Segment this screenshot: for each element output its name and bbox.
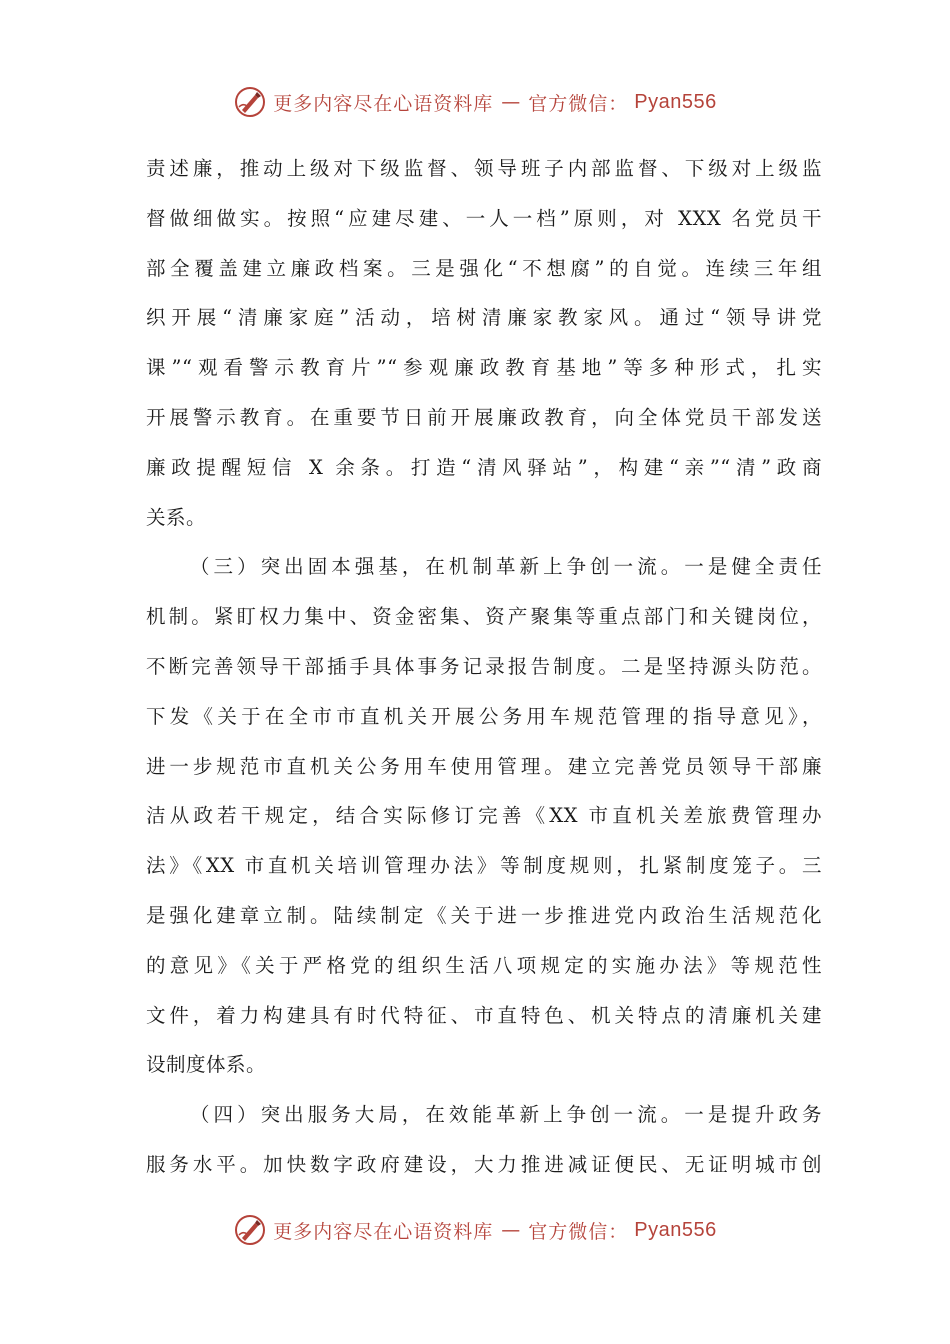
text-line: 进一步规范市直机关公务用车使用管理。建立完善党员领导干部廉 [146,754,822,778]
text-line: 的意见》《关于严格党的组织生活八项规定的实施办法》等规范性 [146,953,822,977]
text-line: 开展警示教育。在重要节日前开展廉政教育，向全体党员干部发送 [146,405,822,429]
footer-watermark [0,1208,950,1252]
text-line: 机制。紧盯权力集中、资金密集、资产聚集等重点部门和关键岗位， [146,605,822,629]
paragraph-heading-line: （三）突出固本强基，在机制革新上争创一流。一是健全责任 [190,555,822,579]
watermark-label: 官方微信： [528,92,629,115]
watermark-prefix: 更多内容尽在心语资料库 [273,92,494,115]
text-line: 责述廉，推动上级对下级监督、领导班子内部监督、下级对上级监 [146,157,822,180]
text-line: 关系。 [146,505,207,529]
pen-logo-icon [233,1213,267,1247]
text-line: 服务水平。加快数字政府建设，大力推进减证便民、无证明城市创 [146,1152,822,1176]
watermark-dash: — [501,91,521,113]
pen-logo-icon [233,85,267,119]
text-line: 课”“观看警示教育片”“参观廉政教育基地”等多种形式，扎实 [146,356,822,380]
text-line: 不断完善领导干部插手具体事务记录报告制度。二是坚持源头防范。 [146,654,822,678]
paragraph-heading-line: （四）突出服务大局，在效能革新上争创一流。一是提升政务 [190,1103,822,1127]
text-line: 督做细做实。按照“应建尽建、一人一档”原则，对 XXX 名党员干 [146,206,822,230]
text-line: 下发《关于在全市市直机关开展公务用车规范管理的指导意见》， [146,704,822,728]
text-line: 法》《XX 市直机关培训管理办法》等制度规则，扎紧制度笼子。三 [146,854,822,878]
text-line: 文件，着力构建具有时代特征、市直特色、机关特点的清廉机关建 [146,1003,822,1027]
text-line: 织开展“清廉家庭”活动，培树清廉家教家风。通过“领导讲党 [146,306,822,330]
document-body [146,144,822,1190]
text-line: 设制度体系。 [146,1053,267,1077]
watermark-dash: — [501,1219,521,1241]
text-line: 廉政提醒短信 X 余条。打造“清风驿站”，构建“亲”“清”政商 [146,455,822,479]
watermark-label: 官方微信： [528,1220,629,1243]
text-line: 是强化建章立制。陆续制定《关于进一步推进党内政治生活规范化 [146,903,822,927]
watermark-code: Pyan556 [634,1218,717,1241]
text-line: 洁从政若干规定，结合实际修订完善《XX 市直机关差旅费管理办 [146,804,822,828]
watermark-code: Pyan556 [634,90,717,113]
watermark-prefix: 更多内容尽在心语资料库 [273,1220,494,1243]
text-line: 部全覆盖建立廉政档案。三是强化“不想腐”的自觉。连续三年组 [146,256,822,280]
header-watermark [0,80,950,124]
